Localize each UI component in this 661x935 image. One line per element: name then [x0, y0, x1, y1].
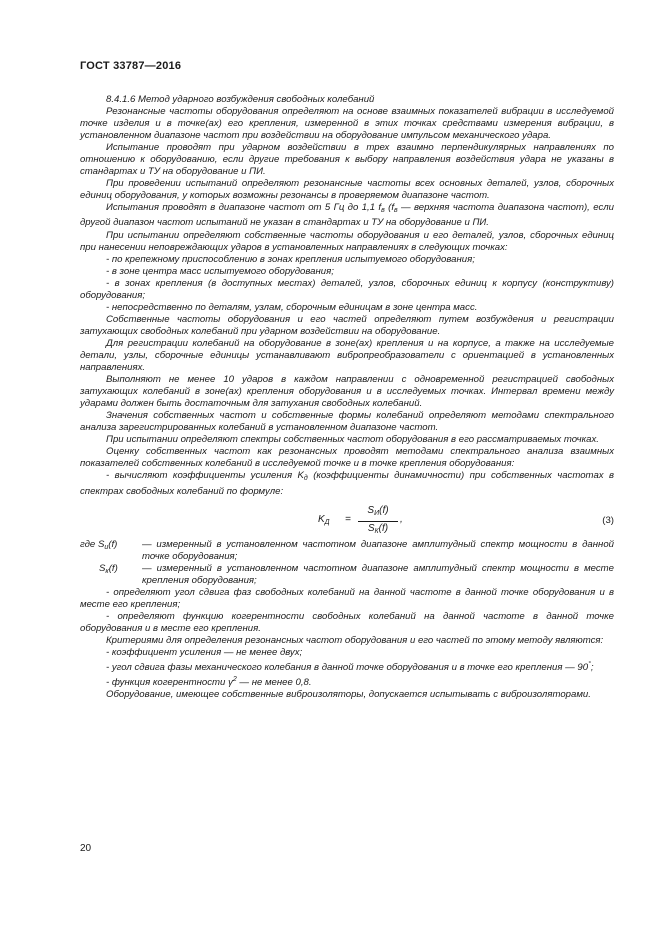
section-title: 8.4.1.6 Метод ударного возбуждения свободных колебаний: [106, 94, 375, 105]
paragraph: Резонансные частоты оборудования определяют на основе взаимных показателей вибрации в исследуемой точке изделия и в точке(ах) его крепления, измеренной в этих точках средствами измерения вибрации, в установленном диапазоне частот при воздействии на оборудование импульсом механического удара.: [80, 106, 614, 142]
formula-comma: ,: [400, 513, 403, 525]
paragraph-frequency-range: [80, 202, 614, 229]
paragraph: Оценку собственных частот как резонансных проводят методами спектрального анализа взаимных показателей собственных колебаний в исследуемой точке и в точке крепления оборудования:: [80, 446, 614, 470]
text: (коэффициенты динамичности) при собственных частотах в спектрах свободных колебаний по формуле:: [80, 470, 614, 497]
formula-lhs: $K_Д$: [318, 513, 330, 526]
formula-number: (3): [602, 514, 614, 526]
paragraph: При проведении испытаний определяют резонансные частоты всех основных деталей, узлов, сборочных единиц оборудования, у которых возможны резонансы в проверяемом диапазоне частот.: [80, 178, 614, 202]
list-item-calc: [80, 470, 614, 497]
paragraph: Для регистрации колебаний на оборудование в зоне(ах) крепления и на корпусе, а также на исследуемые детали, узлы, сборочные единицы устанавливают вибропреобразователи с ориентацией в установленных направлениях.: [80, 337, 614, 374]
text: - вычисляют коэффициенты усиления: [106, 470, 298, 482]
text: (: [384, 202, 392, 214]
criteria-item: - угол сдвига фазы механического колебания в данной точке оборудования и в точке его крепления — 90°;: [106, 661, 594, 674]
criteria-item: - функция когерентности $\gamma^2$ — не менее 0,8.: [106, 676, 312, 689]
definition-text: — измеренный в установленном частотном диапазоне амплитудный спектр мощности в данной точке оборудования;: [142, 538, 614, 562]
definition-sk: [80, 563, 614, 587]
formula-numerator: $S_И(f)$: [358, 505, 398, 522]
text: — верхняя частота диапазона частот), если другой диапазон частот испытаний не указан в стандартах и ТУ на оборудование и ПИ.: [80, 202, 614, 229]
paragraph: Оборудование, имеющее собственные виброизоляторы, допускается испытывать с виброизоляторами.: [106, 689, 591, 701]
document-body: [80, 94, 614, 701]
list-item: - непосредственно по деталям, узлам, сборочным единицам в зоне центра масс.: [106, 301, 478, 313]
symbol-f: f: [378, 202, 382, 214]
definition-text: — измеренный в установленном частотном диапазоне амплитудный спектр мощности в месте крепления оборудования;: [142, 562, 614, 586]
paragraph: Испытание проводят при ударном воздействии в трех взаимно перпендикулярных направлениях по отношению к оборудованию, если другие требования к выбору направления воздействия удара не указаны в стандартах и ТУ на оборудование и ПИ.: [80, 142, 614, 178]
subscript: в: [381, 207, 385, 215]
formula-denominator: $S_К(f)$: [367, 522, 389, 535]
definition-symbol: $S_к(f)$: [99, 562, 118, 575]
text: Испытания проводят в диапазоне частот от 5 Гц до 1,1: [106, 202, 379, 214]
list-item: - по крепежному приспособлению в зонах крепления испытуемого оборудования;: [106, 253, 475, 265]
list-item: - в зоне центра масс испытуемого оборудования;: [106, 265, 334, 277]
criteria-item: - коэффициент усиления — не менее двух;: [106, 646, 303, 658]
list-item: - определяют функцию когерентности свободных колебаний на данной частоте в данной точке оборудования и в месте его крепления.: [80, 610, 614, 634]
formula-3: [80, 501, 614, 535]
formula-fraction: [358, 505, 398, 538]
paragraph: При испытании определяют собственные частоты оборудования и его деталей, узлов, сборочных единиц при нанесении неповреждающих ударов в установленных направлениях в следующих точках:: [80, 229, 614, 253]
definition-symbol: где $S_и(f)$: [80, 538, 118, 551]
paragraph: Выполняют не менее 10 ударов в каждом направлении с одновременной регистрацией свободных затухающих колебаний в зоне(ах) крепления оборудования и в исследуемых точках. Интервал времени между ударами должен быть достаточным для затухания свободных колебаний.: [80, 374, 614, 410]
symbol-f: f: [391, 202, 394, 214]
paragraph: Собственные частоты оборудования и его частей определяют путем возбуждения и регистрации затухающих свободных колебаний при ударном воздействии на оборудование.: [80, 313, 614, 337]
paragraph: При испытании определяют спектры собственных частот оборудования в его рассматриваемых точках.: [106, 434, 599, 446]
subscript: д: [303, 475, 308, 483]
paragraph: Значения собственных частот и собственные формы колебаний определяют методами спектрального анализа зарегистрированных колебаний в установленном диапазоне частот.: [80, 410, 614, 434]
subscript: в: [393, 207, 398, 215]
list-item: - в зонах крепления (в доступных местах) деталей, узлов, сборочных единиц к корпусу (конструктиву) оборудования;: [80, 277, 614, 301]
definition-si: [80, 539, 614, 563]
symbol-k: K: [297, 470, 304, 482]
standard-header: ГОСТ 33787—2016: [80, 60, 182, 72]
page-number: 20: [80, 843, 92, 854]
paragraph: Критериями для определения резонансных частот оборудования и его частей по этому методу являются:: [106, 634, 604, 646]
formula-equals: =: [345, 513, 351, 525]
list-item: - определяют угол сдвига фаз свободных колебаний на данной частоте в данной точке оборудования и в месте его крепления;: [80, 586, 614, 610]
